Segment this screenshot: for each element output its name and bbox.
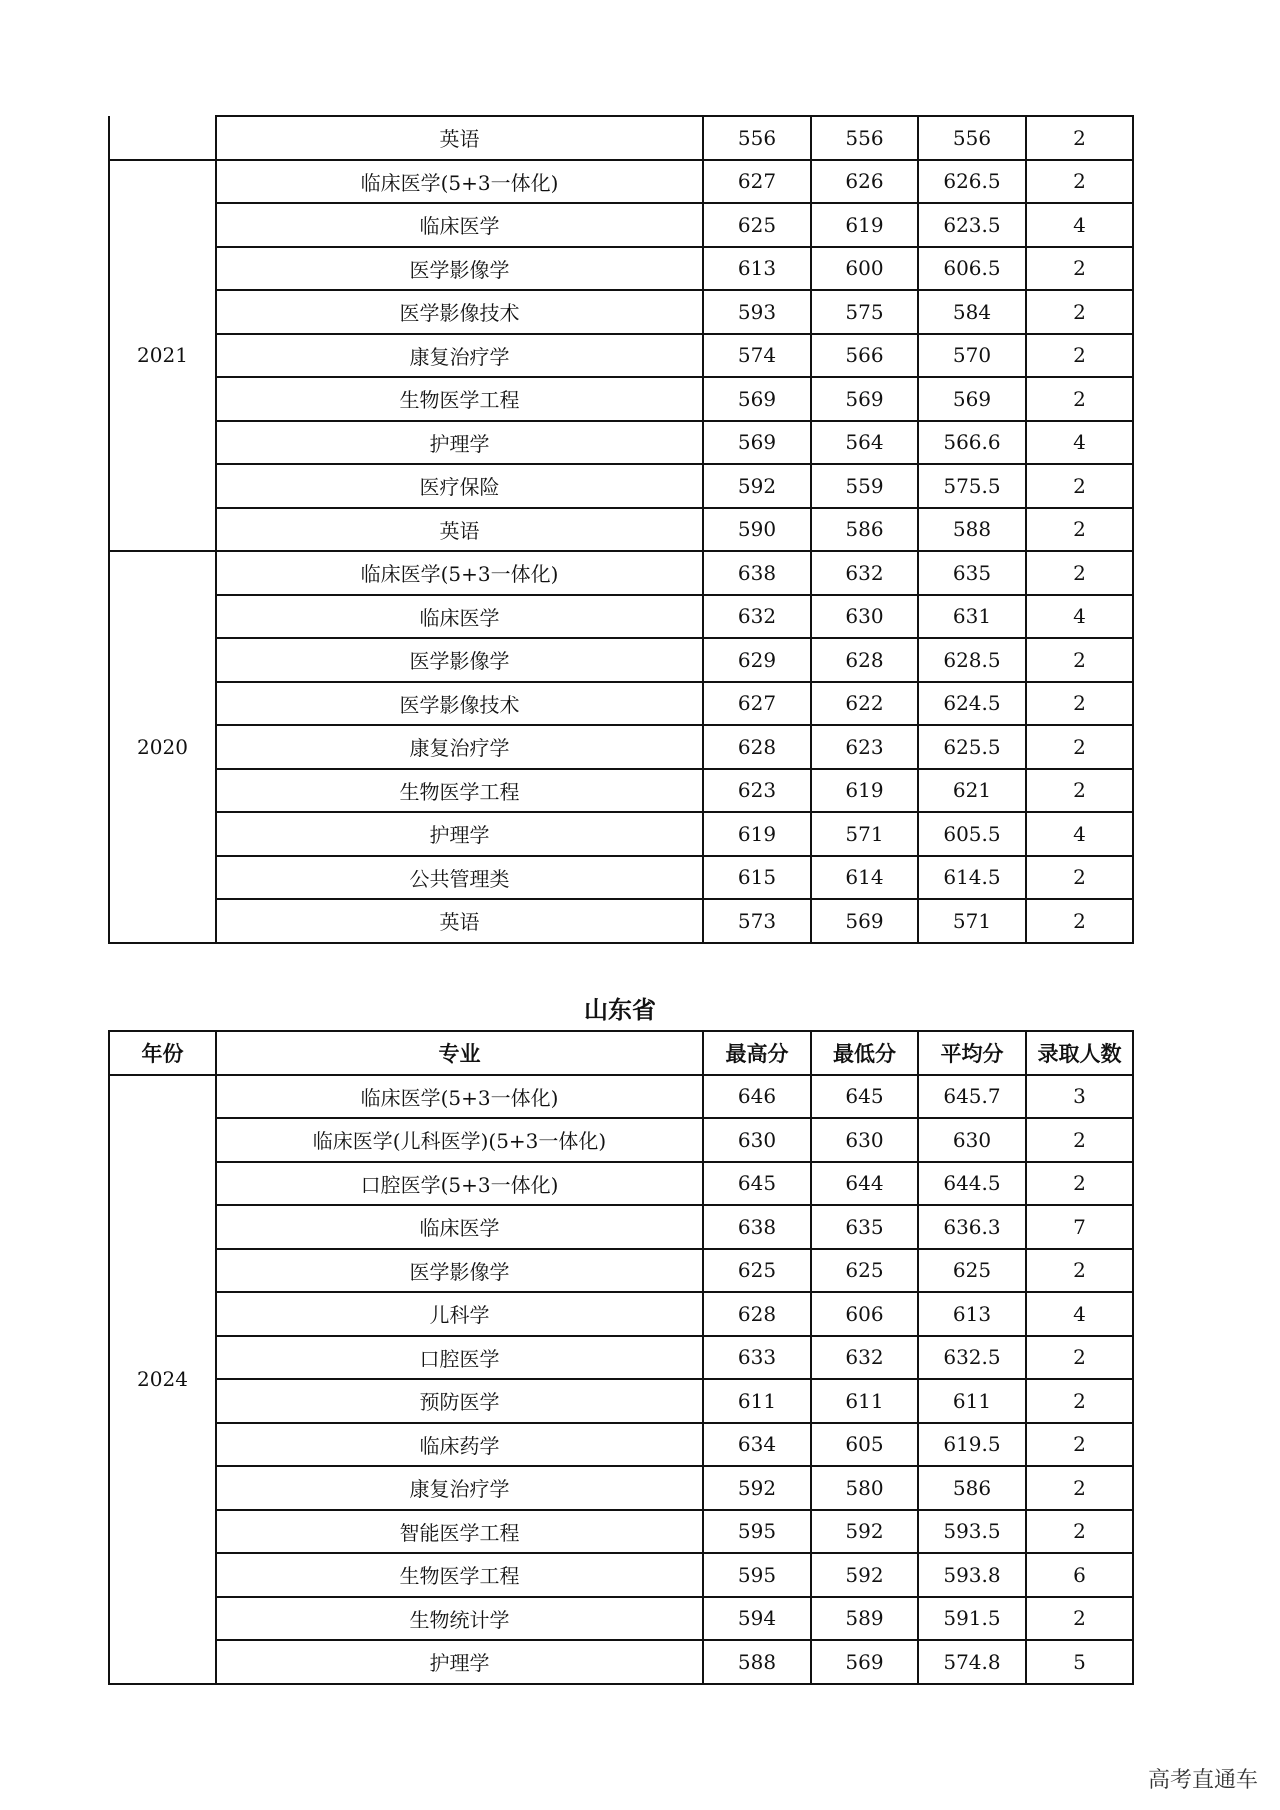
major-cell: 护理学 <box>216 421 703 465</box>
major-cell: 智能医学工程 <box>216 1510 703 1554</box>
avg-cell: 645.7 <box>918 1075 1026 1119</box>
count-cell: 2 <box>1026 1510 1133 1554</box>
major-cell: 护理学 <box>216 1640 703 1684</box>
major-cell: 医学影像技术 <box>216 682 703 726</box>
avg-cell: 593.5 <box>918 1510 1026 1554</box>
major-cell: 医学影像技术 <box>216 290 703 334</box>
avg-cell: 606.5 <box>918 247 1026 291</box>
count-cell: 4 <box>1026 812 1133 856</box>
major-cell: 生物医学工程 <box>216 377 703 421</box>
avg-cell: 591.5 <box>918 1597 1026 1641</box>
header-major: 专业 <box>216 1031 703 1075</box>
year-cell <box>109 116 216 160</box>
min-cell: 589 <box>811 1597 918 1641</box>
major-cell: 医学影像学 <box>216 638 703 682</box>
year-cell: 2024 <box>109 1075 216 1684</box>
count-cell: 2 <box>1026 508 1133 552</box>
year-cell: 2020 <box>109 551 216 943</box>
major-cell: 临床药学 <box>216 1423 703 1467</box>
max-cell: 627 <box>703 160 811 204</box>
avg-cell: 635 <box>918 551 1026 595</box>
max-cell: 569 <box>703 421 811 465</box>
max-cell: 646 <box>703 1075 811 1119</box>
table-row <box>109 725 1133 769</box>
max-cell: 594 <box>703 1597 811 1641</box>
header-count: 录取人数 <box>1026 1031 1133 1075</box>
max-cell: 634 <box>703 1423 811 1467</box>
avg-cell: 631 <box>918 595 1026 639</box>
avg-cell: 571 <box>918 899 1026 943</box>
major-cell: 公共管理类 <box>216 856 703 900</box>
min-cell: 592 <box>811 1510 918 1554</box>
header-avg: 平均分 <box>918 1031 1026 1075</box>
avg-cell: 584 <box>918 290 1026 334</box>
header-min: 最低分 <box>811 1031 918 1075</box>
avg-cell: 644.5 <box>918 1162 1026 1206</box>
avg-cell: 630 <box>918 1118 1026 1162</box>
max-cell: 619 <box>703 812 811 856</box>
count-cell: 2 <box>1026 464 1133 508</box>
major-cell: 护理学 <box>216 812 703 856</box>
max-cell: 574 <box>703 334 811 378</box>
table-row <box>109 1249 1133 1293</box>
avg-cell: 619.5 <box>918 1423 1026 1467</box>
table-row <box>109 1510 1133 1554</box>
min-cell: 559 <box>811 464 918 508</box>
min-cell: 619 <box>811 769 918 813</box>
major-cell: 临床医学(5+3一体化) <box>216 160 703 204</box>
avg-cell: 624.5 <box>918 682 1026 726</box>
major-cell: 临床医学 <box>216 203 703 247</box>
max-cell: 630 <box>703 1118 811 1162</box>
table-row <box>109 247 1133 291</box>
min-cell: 632 <box>811 1336 918 1380</box>
province-title: 山东省 <box>584 996 656 1024</box>
major-cell: 临床医学(5+3一体化) <box>216 551 703 595</box>
avg-cell: 586 <box>918 1466 1026 1510</box>
avg-cell: 623.5 <box>918 203 1026 247</box>
avg-cell: 614.5 <box>918 856 1026 900</box>
min-cell: 569 <box>811 899 918 943</box>
min-cell: 614 <box>811 856 918 900</box>
major-cell: 生物医学工程 <box>216 1553 703 1597</box>
max-cell: 627 <box>703 682 811 726</box>
avg-cell: 574.8 <box>918 1640 1026 1684</box>
count-cell: 4 <box>1026 595 1133 639</box>
table-row <box>109 1466 1133 1510</box>
min-cell: 606 <box>811 1292 918 1336</box>
avg-cell: 636.3 <box>918 1205 1026 1249</box>
watermark: 高考直通车 <box>1147 1768 1258 1793</box>
major-cell: 生物医学工程 <box>216 769 703 813</box>
table-row <box>109 595 1133 639</box>
min-cell: 645 <box>811 1075 918 1119</box>
major-cell: 临床医学(5+3一体化) <box>216 1075 703 1119</box>
major-cell: 口腔医学(5+3一体化) <box>216 1162 703 1206</box>
header-year: 年份 <box>109 1031 216 1075</box>
major-cell: 康复治疗学 <box>216 725 703 769</box>
table-row <box>109 1205 1133 1249</box>
count-cell: 2 <box>1026 1466 1133 1510</box>
table-row <box>109 1597 1133 1641</box>
major-cell: 英语 <box>216 116 703 160</box>
max-cell: 623 <box>703 769 811 813</box>
table-row <box>109 377 1133 421</box>
table-row <box>109 1162 1133 1206</box>
max-cell: 611 <box>703 1379 811 1423</box>
count-cell: 2 <box>1026 899 1133 943</box>
min-cell: 623 <box>811 725 918 769</box>
min-cell: 622 <box>811 682 918 726</box>
count-cell: 2 <box>1026 334 1133 378</box>
min-cell: 605 <box>811 1423 918 1467</box>
min-cell: 564 <box>811 421 918 465</box>
min-cell: 630 <box>811 1118 918 1162</box>
table-row <box>109 1118 1133 1162</box>
count-cell: 2 <box>1026 1379 1133 1423</box>
major-cell: 医疗保险 <box>216 464 703 508</box>
count-cell: 2 <box>1026 725 1133 769</box>
count-cell: 7 <box>1026 1205 1133 1249</box>
major-cell: 口腔医学 <box>216 1336 703 1380</box>
count-cell: 5 <box>1026 1640 1133 1684</box>
table-row <box>109 1423 1133 1467</box>
avg-cell: 593.8 <box>918 1553 1026 1597</box>
major-cell: 生物统计学 <box>216 1597 703 1641</box>
count-cell: 2 <box>1026 856 1133 900</box>
count-cell: 4 <box>1026 1292 1133 1336</box>
max-cell: 569 <box>703 377 811 421</box>
table-row <box>109 899 1133 943</box>
avg-cell: 625.5 <box>918 725 1026 769</box>
table-row <box>109 638 1133 682</box>
min-cell: 628 <box>811 638 918 682</box>
table-row <box>109 1292 1133 1336</box>
major-cell: 康复治疗学 <box>216 334 703 378</box>
min-cell: 611 <box>811 1379 918 1423</box>
min-cell: 575 <box>811 290 918 334</box>
major-cell: 临床医学 <box>216 1205 703 1249</box>
max-cell: 638 <box>703 1205 811 1249</box>
min-cell: 600 <box>811 247 918 291</box>
max-cell: 595 <box>703 1510 811 1554</box>
max-cell: 628 <box>703 1292 811 1336</box>
min-cell: 556 <box>811 116 918 160</box>
min-cell: 625 <box>811 1249 918 1293</box>
min-cell: 630 <box>811 595 918 639</box>
avg-cell: 611 <box>918 1379 1026 1423</box>
major-cell: 康复治疗学 <box>216 1466 703 1510</box>
avg-cell: 570 <box>918 334 1026 378</box>
count-cell: 2 <box>1026 551 1133 595</box>
table-body <box>109 1075 1133 1684</box>
min-cell: 586 <box>811 508 918 552</box>
count-cell: 4 <box>1026 203 1133 247</box>
max-cell: 645 <box>703 1162 811 1206</box>
table-row <box>109 160 1133 204</box>
major-cell: 儿科学 <box>216 1292 703 1336</box>
max-cell: 573 <box>703 899 811 943</box>
major-cell: 临床医学(儿科医学)(5+3一体化) <box>216 1118 703 1162</box>
min-cell: 592 <box>811 1553 918 1597</box>
table-row <box>109 551 1133 595</box>
avg-cell: 556 <box>918 116 1026 160</box>
table-row <box>109 1075 1133 1119</box>
min-cell: 566 <box>811 334 918 378</box>
count-cell: 2 <box>1026 290 1133 334</box>
max-cell: 595 <box>703 1553 811 1597</box>
max-cell: 632 <box>703 595 811 639</box>
table-body <box>109 116 1133 943</box>
count-cell: 2 <box>1026 1249 1133 1293</box>
max-cell: 588 <box>703 1640 811 1684</box>
avg-cell: 575.5 <box>918 464 1026 508</box>
header-max: 最高分 <box>703 1031 811 1075</box>
table-row <box>109 812 1133 856</box>
score-table-shandong <box>108 1030 1134 1685</box>
major-cell: 英语 <box>216 899 703 943</box>
count-cell: 2 <box>1026 247 1133 291</box>
year-cell: 2021 <box>109 160 216 552</box>
count-cell: 2 <box>1026 1336 1133 1380</box>
count-cell: 2 <box>1026 1423 1133 1467</box>
min-cell: 571 <box>811 812 918 856</box>
count-cell: 3 <box>1026 1075 1133 1119</box>
max-cell: 615 <box>703 856 811 900</box>
avg-cell: 588 <box>918 508 1026 552</box>
max-cell: 638 <box>703 551 811 595</box>
max-cell: 625 <box>703 1249 811 1293</box>
table-row <box>109 769 1133 813</box>
major-cell: 预防医学 <box>216 1379 703 1423</box>
table-row <box>109 1640 1133 1684</box>
min-cell: 569 <box>811 1640 918 1684</box>
max-cell: 633 <box>703 1336 811 1380</box>
min-cell: 644 <box>811 1162 918 1206</box>
table-row <box>109 116 1133 160</box>
table-row <box>109 1379 1133 1423</box>
table-row <box>109 203 1133 247</box>
min-cell: 632 <box>811 551 918 595</box>
table-row <box>109 334 1133 378</box>
table-row <box>109 421 1133 465</box>
table-row <box>109 508 1133 552</box>
major-cell: 英语 <box>216 508 703 552</box>
avg-cell: 625 <box>918 1249 1026 1293</box>
count-cell: 2 <box>1026 160 1133 204</box>
count-cell: 2 <box>1026 769 1133 813</box>
avg-cell: 621 <box>918 769 1026 813</box>
max-cell: 593 <box>703 290 811 334</box>
count-cell: 6 <box>1026 1553 1133 1597</box>
avg-cell: 569 <box>918 377 1026 421</box>
count-cell: 2 <box>1026 1118 1133 1162</box>
count-cell: 2 <box>1026 1597 1133 1641</box>
avg-cell: 566.6 <box>918 421 1026 465</box>
major-cell: 医学影像学 <box>216 1249 703 1293</box>
min-cell: 619 <box>811 203 918 247</box>
avg-cell: 626.5 <box>918 160 1026 204</box>
header-row <box>109 1031 1133 1075</box>
avg-cell: 628.5 <box>918 638 1026 682</box>
table-row <box>109 290 1133 334</box>
min-cell: 626 <box>811 160 918 204</box>
major-cell: 医学影像学 <box>216 247 703 291</box>
min-cell: 569 <box>811 377 918 421</box>
count-cell: 4 <box>1026 421 1133 465</box>
min-cell: 580 <box>811 1466 918 1510</box>
max-cell: 628 <box>703 725 811 769</box>
max-cell: 625 <box>703 203 811 247</box>
avg-cell: 632.5 <box>918 1336 1026 1380</box>
count-cell: 2 <box>1026 377 1133 421</box>
count-cell: 2 <box>1026 116 1133 160</box>
min-cell: 635 <box>811 1205 918 1249</box>
max-cell: 556 <box>703 116 811 160</box>
max-cell: 613 <box>703 247 811 291</box>
max-cell: 592 <box>703 464 811 508</box>
avg-cell: 613 <box>918 1292 1026 1336</box>
table-row <box>109 856 1133 900</box>
count-cell: 2 <box>1026 638 1133 682</box>
table-row <box>109 1553 1133 1597</box>
table-row <box>109 682 1133 726</box>
score-table-continued <box>108 115 1134 944</box>
count-cell: 2 <box>1026 682 1133 726</box>
max-cell: 592 <box>703 1466 811 1510</box>
max-cell: 590 <box>703 508 811 552</box>
max-cell: 629 <box>703 638 811 682</box>
avg-cell: 605.5 <box>918 812 1026 856</box>
table-row <box>109 1336 1133 1380</box>
count-cell: 2 <box>1026 1162 1133 1206</box>
major-cell: 临床医学 <box>216 595 703 639</box>
table-row <box>109 464 1133 508</box>
